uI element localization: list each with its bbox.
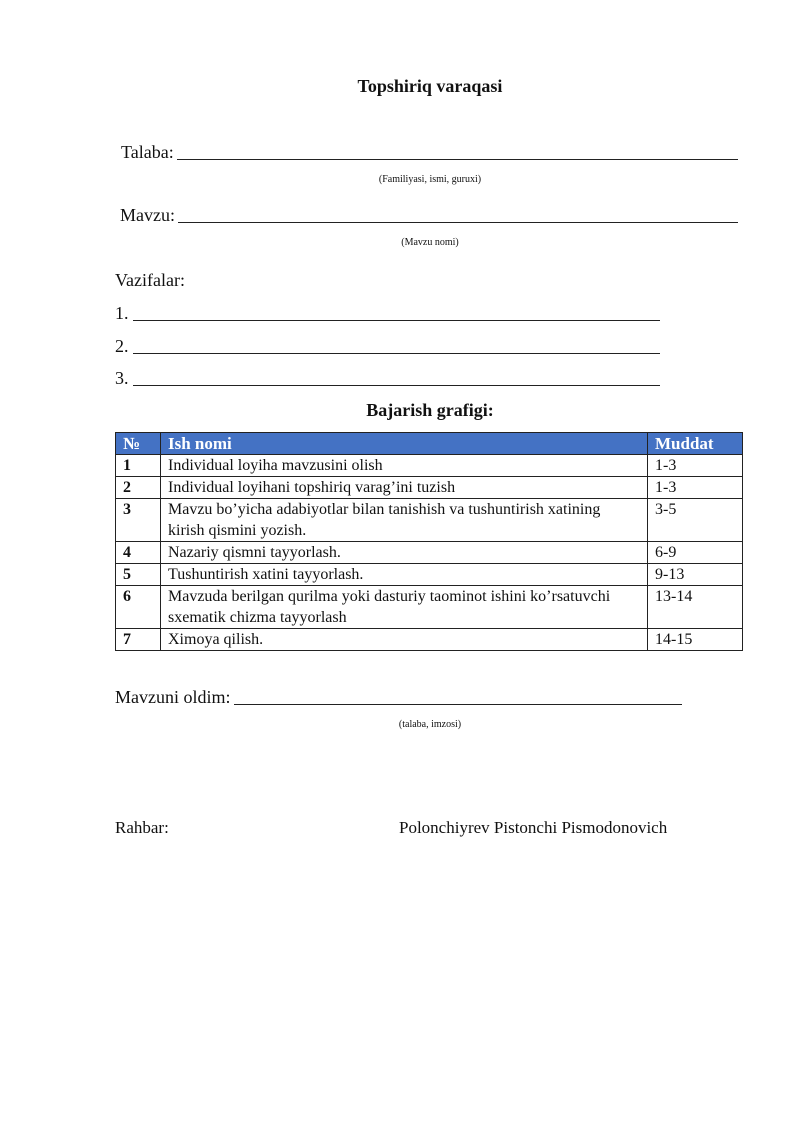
row-due: 14-15 [648,629,743,651]
row-num: 5 [116,564,161,586]
table-row [116,499,743,542]
task-blank-line[interactable] [133,337,661,354]
table-row [116,586,743,629]
topic-label: Mavzu: [120,205,175,225]
row-name: Mavzu bo’yicha adabiyotlar bilan tanishish va tushuntirish xatining kirish qismini yozish. [161,499,648,542]
row-due: 6-9 [648,542,743,564]
task-number: 3. [115,368,129,388]
row-name: Mavzuda berilgan qurilma yoki dasturiy taominot ishini ko’rsatuvchi sxematik chizma tayyorlash [161,586,648,629]
schedule-heading: Bajarish grafigi: [366,400,494,420]
row-due: 1-3 [648,455,743,477]
receipt-hint: (talaba, imzosi) [398,719,462,730]
task-line-1 [115,303,660,324]
table-row [116,564,743,586]
row-num: 7 [116,629,161,651]
row-num: 4 [116,542,161,564]
row-num: 1 [116,455,161,477]
receipt-label: Mavzuni oldim: [115,687,231,707]
row-due: 9-13 [648,564,743,586]
schedule-table [115,432,743,651]
student-hint: (Familiyasi, ismi, guruxi) [378,174,482,185]
topic-blank-line[interactable] [178,206,738,223]
task-blank-line[interactable] [133,304,661,321]
table-row [116,542,743,564]
supervisor-name: Polonchiyrev Pistonchi Pismodonovich [399,818,668,837]
header-due: Muddat [648,433,743,455]
task-blank-line[interactable] [133,369,661,386]
tasks-heading: Vazifalar: [115,270,185,290]
header-name: Ish nomi [161,433,648,455]
row-num: 3 [116,499,161,542]
row-due: 3-5 [648,499,743,542]
header-num: № [116,433,161,455]
row-name: Tushuntirish xatini tayyorlash. [161,564,648,586]
task-line-2 [115,336,660,357]
table-row [116,477,743,499]
topic-field [120,205,738,226]
receipt-blank-line[interactable] [234,688,683,705]
student-field [121,142,738,163]
row-due: 1-3 [648,477,743,499]
page-title: Topshiriq varaqasi [357,76,503,96]
row-num: 2 [116,477,161,499]
row-name: Individual loyihani topshiriq varag’ini tuzish [161,477,648,499]
topic-hint: (Mavzu nomi) [401,237,459,248]
row-due: 13-14 [648,586,743,629]
schedule-header-row [116,433,743,455]
row-name: Individual loyiha mavzusini olish [161,455,648,477]
student-label: Talaba: [121,142,174,162]
task-number: 2. [115,336,129,356]
row-name: Nazariy qismni tayyorlash. [161,542,648,564]
table-row [116,455,743,477]
student-blank-line[interactable] [177,143,738,160]
receipt-field [115,687,682,708]
supervisor-label: Rahbar: [115,818,169,837]
table-row [116,629,743,651]
task-number: 1. [115,303,129,323]
row-num: 6 [116,586,161,629]
task-line-3 [115,368,660,389]
row-name: Ximoya qilish. [161,629,648,651]
